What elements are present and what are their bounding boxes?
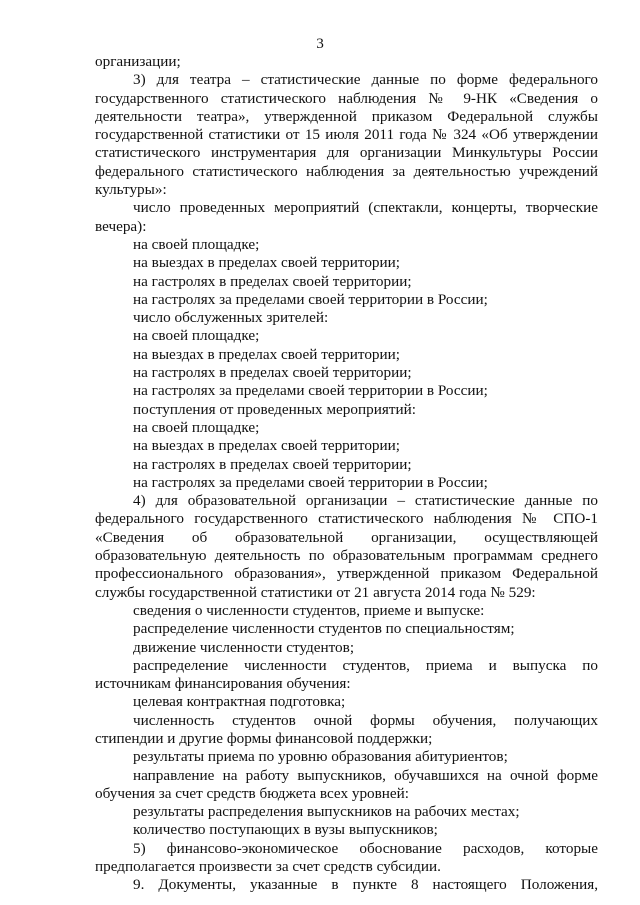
text-line: число обслуженных зрителей: xyxy=(133,309,329,327)
text-line: количество поступающих в вузы выпускников; xyxy=(133,821,438,839)
text-line: источникам финансирования обучения: xyxy=(95,675,351,693)
text-line: поступления от проведенных мероприятий: xyxy=(133,400,416,418)
text-line: распределение численности студентов, приема и выпуска по xyxy=(133,656,598,674)
text-line: стипендии и другие формы финансовой поддержки; xyxy=(95,729,433,747)
text-line: результаты распределения выпускников на рабочих местах; xyxy=(133,803,520,821)
text-line: службы государственной статистики от 21 августа 2014 года № 529: xyxy=(95,583,536,601)
text-line: государственной статистики от 15 июля 2011 года № 324 «Об утверждении xyxy=(95,126,598,144)
text-line: на выездах в пределах своей территории; xyxy=(133,345,401,363)
text-line: численность студентов очной формы обучения, получающих xyxy=(133,711,598,729)
text-line: 4) для образовательной организации – статистические данные по xyxy=(133,492,598,510)
text-line: направление на работу выпускников, обучавшихся на очной форме xyxy=(133,766,598,784)
text-line: на гастролях в пределах своей территории; xyxy=(133,364,412,382)
text-line: «Сведения об образовательной организации, осуществляющей xyxy=(95,528,598,546)
text-line: число проведенных мероприятий (спектакли, концерты, творческие xyxy=(133,199,598,217)
page-number: 3 xyxy=(316,35,324,52)
text-line: 9. Документы, указанные в пункте 8 настоящего Положения, xyxy=(133,876,598,894)
text-line: предполагается произвести за счет средств субсидии. xyxy=(95,858,441,876)
text-line: организации; xyxy=(95,53,181,70)
text-line: целевая контрактная подготовка; xyxy=(133,693,346,711)
text-line: на гастролях в пределах своей территории; xyxy=(133,272,412,290)
text-line: культуры»: xyxy=(95,181,167,199)
text-line: деятельности театра», утвержденной приказом Федеральной службы xyxy=(95,107,598,125)
text-line: профессионального образования», утвержденной приказом Федеральной xyxy=(95,565,598,583)
document-body xyxy=(95,53,598,895)
text-line: на гастролях в пределах своей территории; xyxy=(133,455,412,473)
text-line: статистического инструментария для организации Минкультуры России xyxy=(95,144,598,162)
text-line: образовательную деятельность по образовательным программам среднего xyxy=(95,547,598,565)
text-line: результаты приема по уровню образования абитуриентов; xyxy=(133,748,508,766)
text-line: федерального государственного статистического наблюдения № СПО-1 xyxy=(95,510,598,528)
text-line: на гастролях за пределами своей территории в России; xyxy=(133,382,488,400)
text-line: федерального статистического наблюдения за деятельностью учреждений xyxy=(95,162,598,180)
text-line: обучения за счет средств бюджета всех уровней: xyxy=(95,784,410,802)
text-line: государственного статистического наблюдения № 9-НК «Сведения о xyxy=(95,89,598,107)
text-line: на гастролях за пределами своей территории в России; xyxy=(133,473,488,491)
text-line: движение численности студентов; xyxy=(133,638,355,656)
text-line: на гастролях за пределами своей территории в России; xyxy=(133,290,488,308)
text-line: вечера): xyxy=(95,217,147,235)
text-line: на выездах в пределах своей территории; xyxy=(133,437,401,455)
text-line: распределение численности студентов по специальностям; xyxy=(133,620,515,638)
text-line: на выездах в пределах своей территории; xyxy=(133,254,401,272)
text-line: на своей площадке; xyxy=(133,327,260,345)
text-line: 5) финансово-экономическое обоснование расходов, которые xyxy=(133,839,598,857)
text-line: 3) для театра – статистические данные по форме федерального xyxy=(133,71,598,89)
text-line: сведения о численности студентов, приеме и выпуске: xyxy=(133,601,485,619)
text-line: на своей площадке; xyxy=(133,418,260,436)
text-line: на своей площадке; xyxy=(133,235,260,253)
